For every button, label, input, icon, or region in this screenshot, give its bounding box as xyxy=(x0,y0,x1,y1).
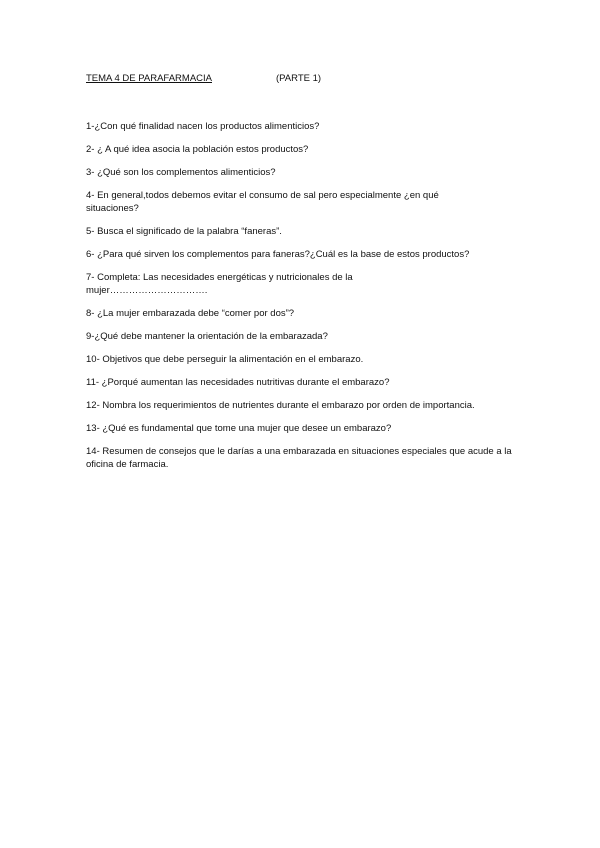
question-item: 2- ¿ A qué idea asocia la población estos productos? xyxy=(86,144,309,155)
document-title: TEMA 4 DE PARAFARMACIA xyxy=(86,73,212,84)
document-header xyxy=(86,73,322,85)
document-part-label: (PARTE 1) xyxy=(276,73,322,84)
question-item: 1-¿Con qué finalidad nacen los productos alimenticios? xyxy=(86,121,320,132)
question-list xyxy=(86,120,516,481)
question-item: 5- Busca el significado de la palabra “faneras”. xyxy=(86,226,282,237)
question-item: 13- ¿Qué es fundamental que tome una mujer que desee un embarazo? xyxy=(86,423,392,434)
question-item: 9-¿Qué debe mantener la orientación de la embarazada? xyxy=(86,331,328,342)
question-item: 3- ¿Qué son los complementos alimenticios? xyxy=(86,167,276,178)
question-item: 11- ¿Porqué aumentan las necesidades nutritivas durante el embarazo? xyxy=(86,377,390,388)
question-item: 10- Objetivos que debe perseguir la alimentación en el embarazo. xyxy=(86,354,364,365)
question-item: 12- Nombra los requerimientos de nutrientes durante el embarazo por orden de importancia. xyxy=(86,400,475,411)
question-item: 8- ¿La mujer embarazada debe “comer por dos”? xyxy=(86,308,295,319)
question-item: 14- Resumen de consejos que le darías a una embarazada en situaciones especiales que acude a la oficina de farmacia. xyxy=(86,446,512,470)
question-item: 4- En general,todos debemos evitar el consumo de sal pero especialmente ¿en qué situaciones? xyxy=(86,190,439,214)
question-item: 6- ¿Para qué sirven los complementos para faneras?¿Cuál es la base de estos productos? xyxy=(86,249,470,260)
question-item: 7- Completa: Las necesidades energéticas y nutricionales de la mujer…………………………. xyxy=(86,272,353,296)
